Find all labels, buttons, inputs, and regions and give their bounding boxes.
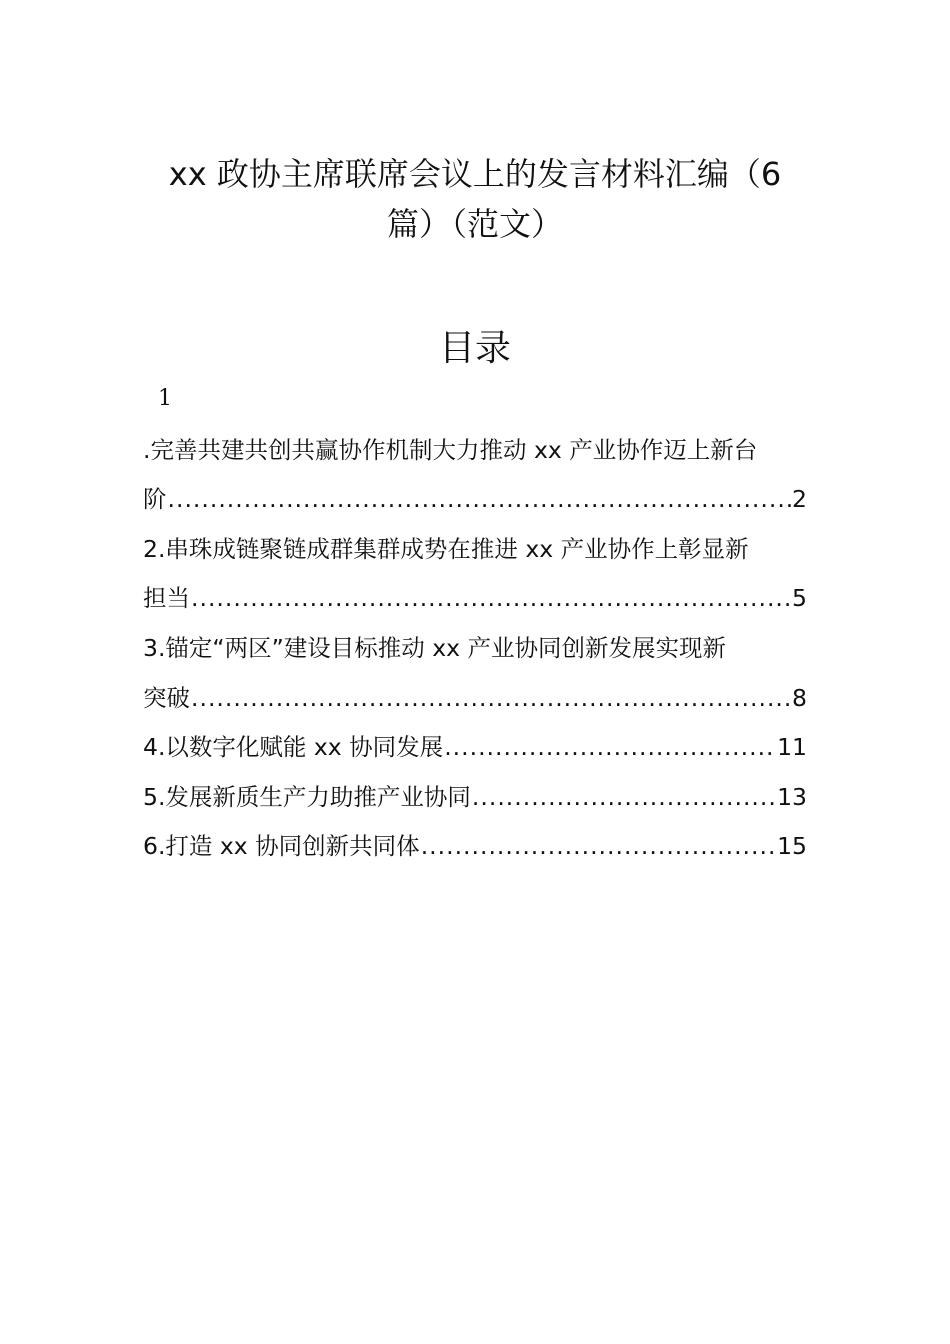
toc-entry-3-line-1 [143,630,807,666]
toc-entry-5[interactable] [143,779,807,815]
toc-entry-2-line-2[interactable] [143,580,807,616]
toc-entry-text: 阶 [143,485,167,513]
toc-entry-text: 2.串珠成链聚链成群集群成势在推进 xx 产业协作上彰显新 [143,535,749,563]
toc-leader-dots [421,828,776,864]
toc-entry-2-line-1 [143,531,807,567]
toc-entry-text: 突破 [143,684,190,712]
document-title-line-2: 篇）（范文） [386,205,563,243]
page-marker: 1 [158,386,172,411]
toc-entry-text: 5.发展新质生产力助推产业协同 [143,783,471,811]
toc-leader-dots [191,680,791,716]
toc-heading: 目录 [438,328,511,369]
toc-entry-1-line-1 [143,432,807,468]
toc-entry-text: 3.锚定“两区”建设目标推动 xx 产业协同创新发展实现新 [143,634,727,662]
toc-page-number: 5 [792,584,807,612]
toc-entry-4[interactable] [143,729,807,765]
toc-page-number: 13 [777,783,807,811]
toc-page-number: 11 [777,733,807,761]
toc-entry-1-line-2[interactable] [143,481,807,517]
toc-page-number: 8 [792,684,807,712]
toc-page-number: 15 [777,832,807,860]
toc-entry-text: 6.打造 xx 协同创新共同体 [143,832,420,860]
toc-leader-dots [168,481,792,517]
toc-entry-3-line-2[interactable] [143,680,807,716]
toc-leader-dots [191,580,791,616]
toc-entry-text: 4.以数字化赋能 xx 协同发展 [143,733,444,761]
toc-entry-6[interactable] [143,828,807,864]
toc-entry-text: .完善共建共创共赢协作机制大力推动 xx 产业协作迈上新台 [143,436,758,464]
toc-leader-dots [444,729,776,765]
toc-entry-text: 担当 [143,584,190,612]
toc-page-number: 2 [792,485,807,513]
document-title-line-1: xx 政协主席联席会议上的发言材料汇编（6 [168,155,782,193]
toc-leader-dots [472,779,776,815]
